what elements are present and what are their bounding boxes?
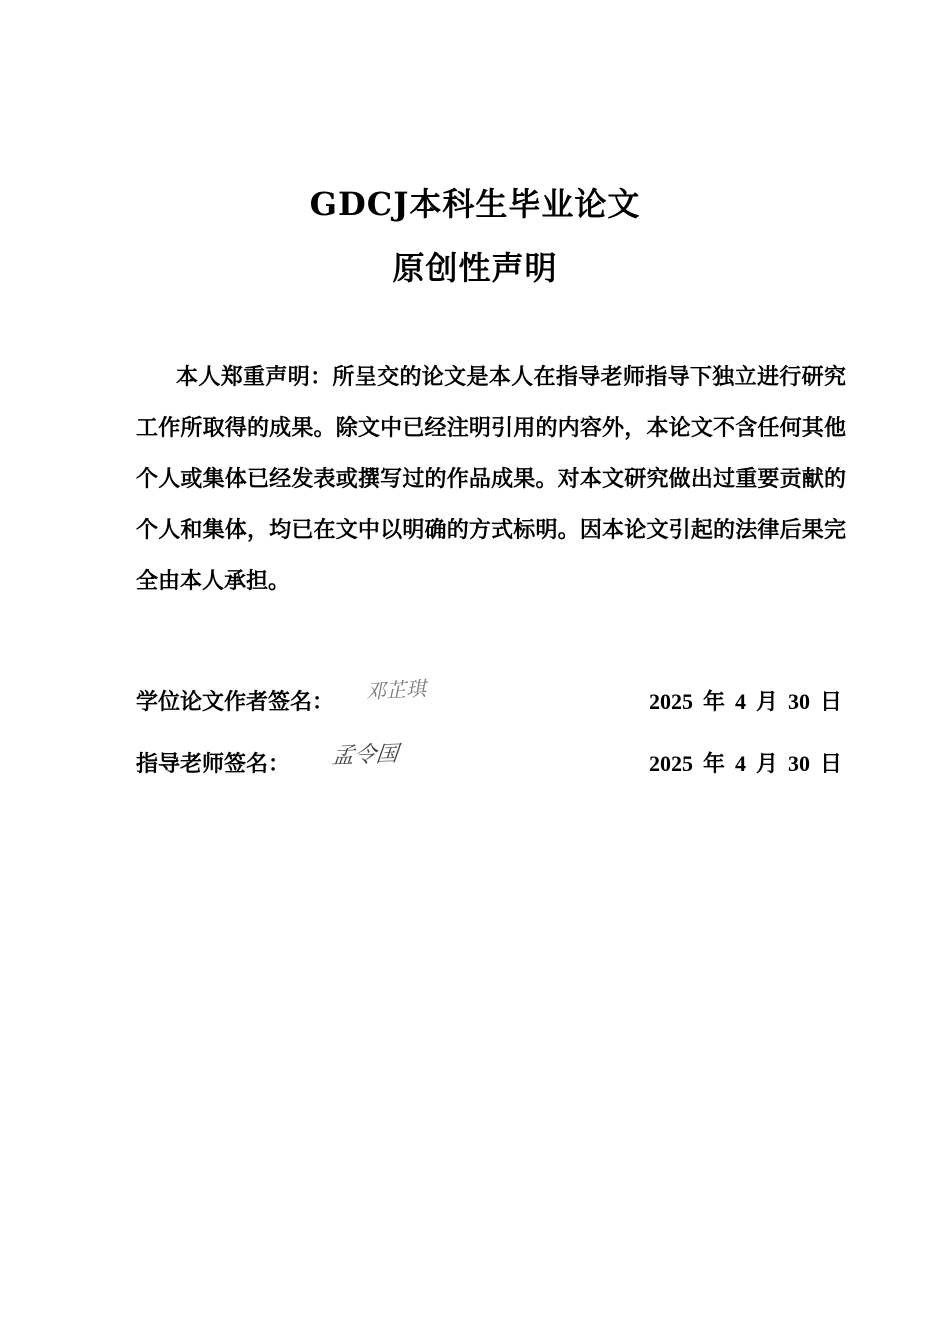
advisor-date-year: 2025: [648, 751, 693, 776]
advisor-signature-row: [136, 741, 846, 784]
advisor-date-day: 30: [787, 751, 810, 776]
author-date-month: 4: [734, 689, 746, 714]
document-title: GDCJ本科生毕业论文: [309, 185, 641, 223]
document-subtitle: 原创性声明: [392, 249, 558, 287]
declaration-paragraph: 本人郑重声明：所呈交的论文是本人在指导老师指导下独立进行研究工作所取得的成果。除文中已经注明引用的内容外，本论文不含任何其他个人或集体已经发表或撰写过的作品成果。对本文研究做出过重要贡献的个人和集体，均已在文中以明确的方式标明。因本论文引起的法律后果完全由本人承担。: [136, 364, 846, 594]
advisor-signature-date: [649, 744, 842, 784]
author-handwritten-signature: 邓芷琪: [365, 676, 427, 704]
author-date-year-unit: 年: [702, 689, 725, 714]
advisor-signature-label: 指导老师签名：: [136, 751, 291, 777]
advisor-handwritten-signature: 孟令国: [330, 741, 400, 770]
advisor-date-day-unit: 日: [819, 751, 842, 776]
author-date-month-unit: 月: [755, 689, 778, 714]
author-date-year: 2025: [648, 689, 693, 714]
advisor-date-year-unit: 年: [702, 751, 725, 776]
author-signature-row: [136, 676, 846, 722]
advisor-date-month: 4: [734, 751, 746, 776]
author-signature-date: [649, 682, 842, 722]
author-signature-label: 学位论文作者签名：: [136, 689, 335, 715]
advisor-date-month-unit: 月: [755, 751, 778, 776]
author-date-day-unit: 日: [819, 689, 842, 714]
author-date-day: 30: [787, 689, 810, 714]
